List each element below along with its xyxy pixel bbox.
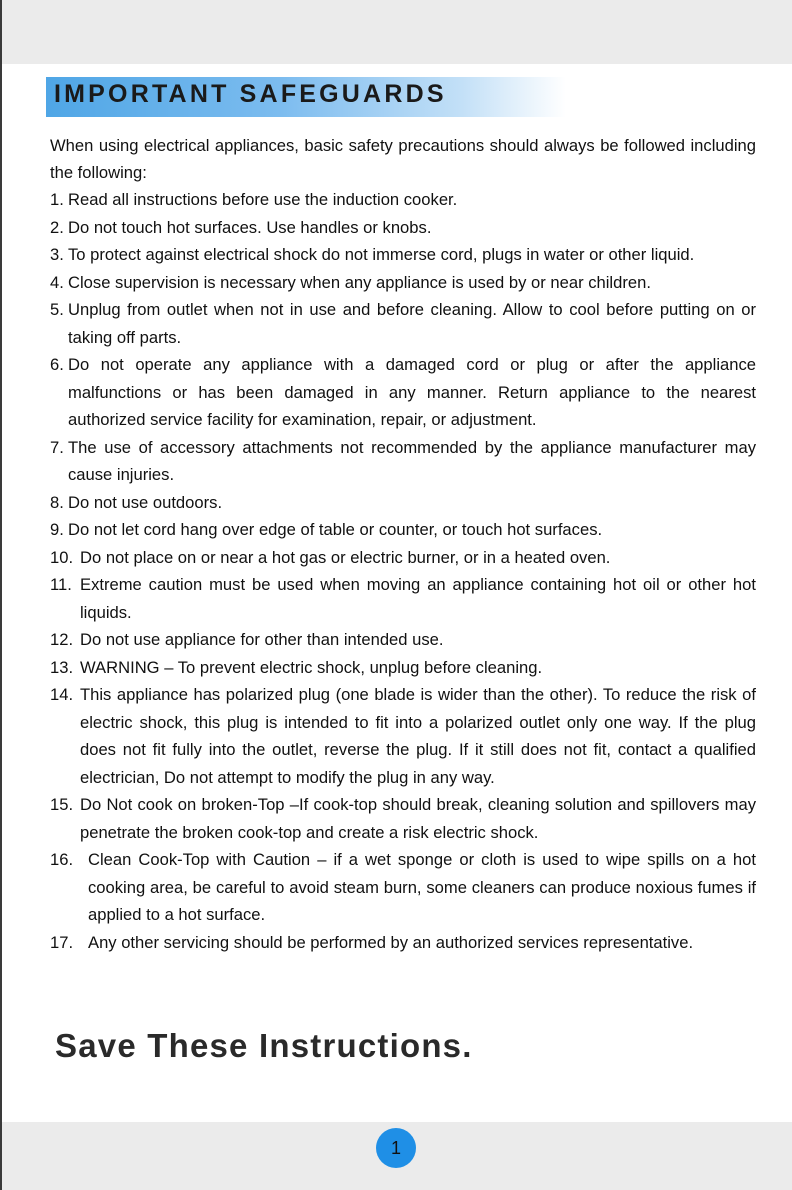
list-item	[50, 296, 756, 351]
item-text: Do not let cord hang over edge of table or counter, or touch hot surfaces.	[68, 520, 603, 539]
safeguards-list	[50, 186, 756, 956]
list-item	[50, 516, 756, 544]
list-item	[50, 929, 756, 957]
item-text: Do not place on or near a hot gas or electric burner, or in a heated oven.	[80, 547, 611, 567]
item-number: 10.	[50, 547, 74, 567]
safeguards-content	[50, 133, 756, 956]
list-item	[50, 846, 756, 929]
list-item	[50, 214, 756, 242]
item-number: 3.	[50, 245, 64, 264]
list-item	[50, 654, 756, 682]
item-number: 14.	[50, 685, 74, 704]
item-text: Close supervision is necessary when any appliance is used by or near children.	[68, 272, 651, 292]
item-text: Do Not cook on broken-Top –If cook-top should break, cleaning solution and spillovers may penetrate the broken cook-top and create a risk electric shock.	[80, 795, 756, 842]
save-instructions-heading: Save These Instructions.	[55, 1027, 473, 1064]
item-number: 7.	[50, 437, 64, 457]
item-text: Read all instructions before use the induction cooker.	[68, 190, 458, 209]
item-number: 11.	[50, 575, 72, 594]
list-item	[50, 571, 756, 626]
item-text: WARNING – To prevent electric shock, unplug before cleaning.	[80, 657, 543, 677]
item-text: Any other servicing should be performed by an authorized services representative.	[88, 932, 694, 952]
list-item	[50, 791, 756, 846]
item-text: Extreme caution must be used when moving an appliance containing hot oil or other hot liquids.	[80, 575, 756, 622]
list-item	[50, 186, 756, 214]
list-item	[50, 351, 756, 434]
intro-paragraph: When using electrical appliances, basic safety precautions should always be followed including the following:	[50, 136, 756, 182]
item-number: 13.	[50, 657, 74, 677]
item-number: 17.	[50, 932, 74, 952]
item-number: 5.	[50, 300, 64, 319]
item-text: Do not operate any appliance with a damaged cord or plug or after the appliance malfunctions or has been damaged in any manner. Return appliance to the nearest authorized service facility for examination, repair, or adjustment.	[68, 355, 756, 429]
item-text: Do not use outdoors.	[68, 492, 223, 512]
item-text: To protect against electrical shock do not immerse cord, plugs in water or other liquid.	[68, 245, 695, 264]
list-item	[50, 489, 756, 517]
item-number: 8.	[50, 492, 64, 512]
item-number: 12.	[50, 630, 74, 649]
list-item	[50, 269, 756, 297]
list-item	[50, 241, 756, 269]
item-text: Clean Cook-Top with Caution – if a wet sponge or cloth is used to wipe spills on a hot cooking area, be careful to avoid steam burn, some cleaners can produce noxious fumes if applied to a hot surface.	[88, 850, 756, 924]
list-item	[50, 544, 756, 572]
item-text: This appliance has polarized plug (one blade is wider than the other). To reduce the risk of electric shock, this plug is intended to fit into a polarized outlet only one way. If the plug does not fit fully into the outlet, reverse the plug. If it still does not fit, contact a qualified electrician, Do not attempt to modify the plug in any way.	[80, 685, 756, 787]
page-number-badge: 1	[376, 1128, 416, 1168]
item-text: The use of accessory attachments not recommended by the appliance manufacturer may cause injuries.	[68, 437, 756, 484]
top-band	[0, 0, 792, 64]
item-number: 2.	[50, 217, 64, 237]
page-title: IMPORTANT SAFEGUARDS	[54, 80, 447, 108]
item-number: 16.	[50, 850, 74, 869]
item-number: 6.	[50, 355, 64, 374]
item-text: Unplug from outlet when not in use and before cleaning. Allow to cool before putting on or taking off parts.	[68, 300, 756, 347]
list-item	[50, 681, 756, 791]
item-text: Do not touch hot surfaces. Use handles or knobs.	[68, 217, 432, 237]
item-number: 15.	[50, 795, 74, 814]
list-item	[50, 434, 756, 489]
list-item	[50, 626, 756, 654]
item-number: 4.	[50, 272, 64, 292]
item-text: Do not use appliance for other than intended use.	[80, 630, 444, 649]
item-number: 9.	[50, 520, 64, 539]
item-number: 1.	[50, 190, 64, 209]
left-margin-rule	[0, 0, 2, 1190]
